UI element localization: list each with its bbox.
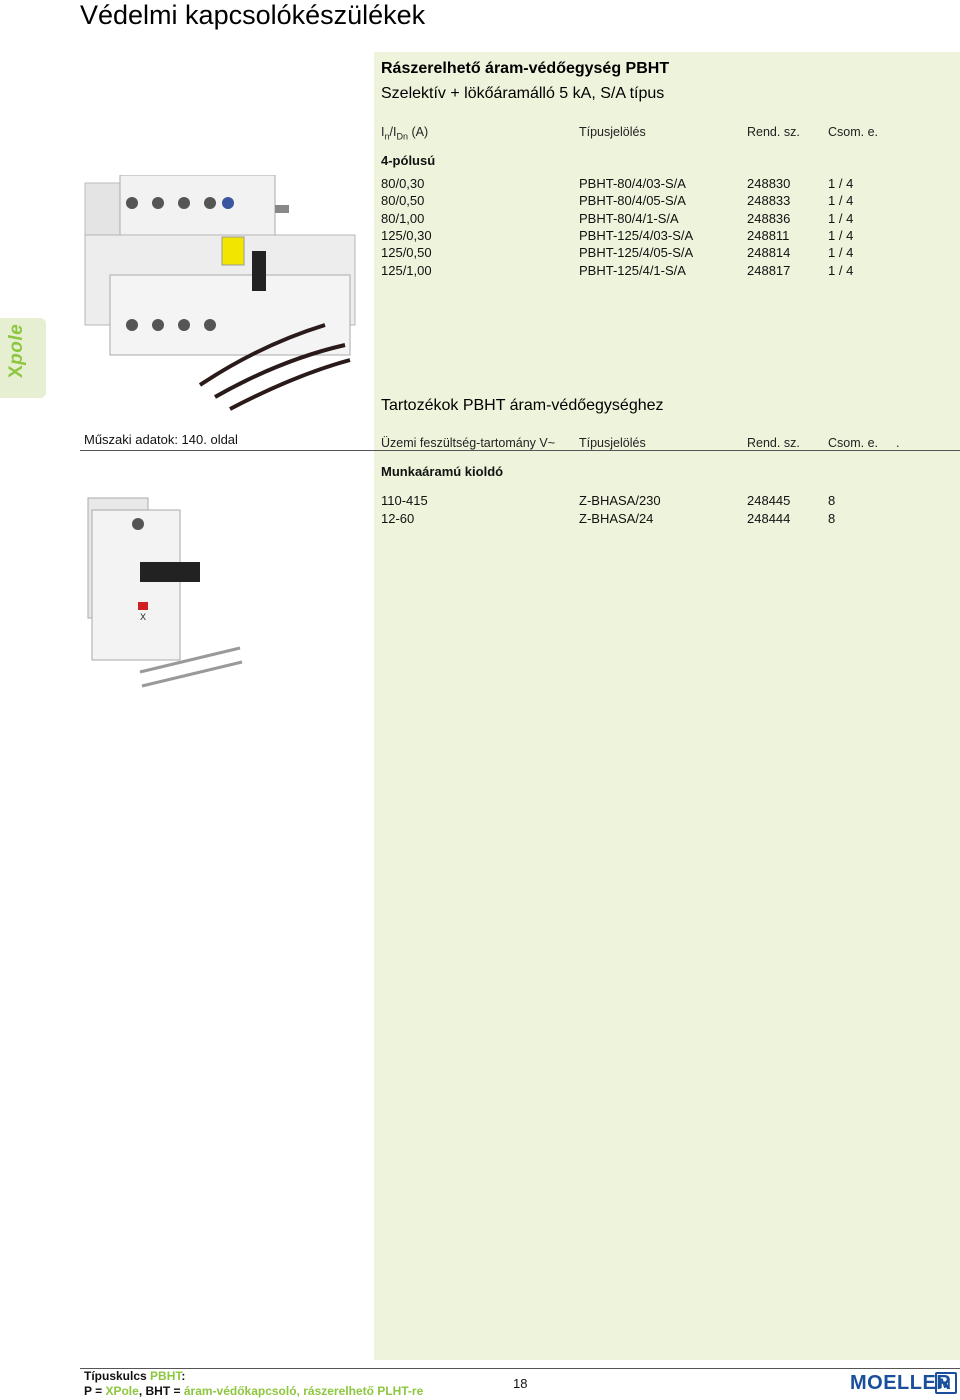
table-row <box>381 211 941 228</box>
table-row <box>381 228 941 245</box>
table-cell: 248445 <box>747 493 791 508</box>
col-header-type-2: Típusjelölés <box>579 436 646 450</box>
table-cell: 248836 <box>747 210 791 226</box>
col-header-voltage: Üzemi feszültség-tartomány V~ <box>381 436 556 450</box>
table-cell: 125/0,50 <box>381 245 432 261</box>
table-cell: 12-60 <box>381 510 415 526</box>
group-shunt-trip: Munkaáramú kioldó <box>381 464 504 479</box>
table-row <box>381 263 941 280</box>
table-row <box>381 493 941 510</box>
table-cell: PBHT-125/4/03-S/A <box>579 227 694 243</box>
table-cell: 1 / 4 <box>828 245 854 261</box>
pbht-device-image <box>80 175 370 415</box>
table-row <box>381 511 941 528</box>
table-cell: 8 <box>828 510 836 526</box>
xpole-side-tab <box>0 318 46 398</box>
moeller-logo-icon <box>935 1372 957 1394</box>
xpole-label: Xpole <box>6 323 27 378</box>
table-cell: 1 / 4 <box>828 176 854 191</box>
section2-title: Tartozékok PBHT áram-védőegységhez <box>381 397 664 414</box>
col-header-extra: . <box>896 436 900 450</box>
table-row <box>381 176 941 193</box>
table-cell: 248817 <box>747 262 791 278</box>
col-header-current: $I_n/I_{Dn}$ (A) <box>381 125 429 142</box>
type-key: Típuskulcs PBHT: P = XPole, BHT = áram-védőkapcsoló, rászerelhető PLHT-re <box>84 1369 424 1398</box>
col-header-type: Típusjelölés <box>579 125 646 139</box>
page-title: Védelmi kapcsolókészülékek <box>80 0 426 30</box>
section1-title: Rászerelhető áram-védőegység PBHT <box>381 60 670 77</box>
tech-data-reference: Műszaki adatok: 140. oldal <box>84 432 238 447</box>
table-cell: PBHT-125/4/1-S/A <box>579 262 686 278</box>
page-number: 18 <box>513 1376 528 1391</box>
table-cell: 248830 <box>747 176 791 191</box>
table-row <box>381 245 941 262</box>
table-cell: 110-415 <box>381 493 428 508</box>
col-header-order: Rend. sz. <box>747 125 800 139</box>
table-row <box>381 193 941 210</box>
table-cell: Z-BHASA/24 <box>579 510 654 526</box>
table-cell: 1 / 4 <box>828 193 854 209</box>
table-cell: PBHT-80/4/05-S/A <box>579 193 686 209</box>
table-cell: 80/0,50 <box>381 193 425 209</box>
table-cell: 80/1,00 <box>381 210 425 226</box>
table-cell: 8 <box>828 493 836 508</box>
table-cell: 248444 <box>747 510 791 526</box>
table-cell: 1 / 4 <box>828 210 854 226</box>
table-cell: 125/1,00 <box>381 262 432 278</box>
svg-text:X: X <box>140 612 147 622</box>
section1-subtitle: Szelektív + lökőáramálló 5 kA, S/A típus <box>381 85 665 102</box>
table-cell: PBHT-80/4/03-S/A <box>579 176 686 191</box>
col-header-order-2: Rend. sz. <box>747 436 800 450</box>
col-header-pack: Csom. e. <box>828 125 879 139</box>
table-cell: 248811 <box>747 227 790 243</box>
table-cell: 125/0,30 <box>381 227 432 243</box>
table-cell: 248814 <box>747 245 791 261</box>
col-header-pack-2: Csom. e. <box>828 436 879 450</box>
table-cell: 1 / 4 <box>828 227 854 243</box>
table-cell: 248833 <box>747 193 791 209</box>
table-cell: PBHT-125/4/05-S/A <box>579 245 694 261</box>
table-cell: PBHT-80/4/1-S/A <box>579 210 679 226</box>
moeller-logo-text: MOELLER <box>850 1372 952 1394</box>
table-cell: 1 / 4 <box>828 262 854 278</box>
z-bhasa-device-image <box>80 490 250 690</box>
table-cell: Z-BHASA/230 <box>579 493 661 508</box>
group-4pole: 4-pólusú <box>381 153 436 168</box>
table-cell: 80/0,30 <box>381 176 425 191</box>
section-divider <box>80 450 960 451</box>
